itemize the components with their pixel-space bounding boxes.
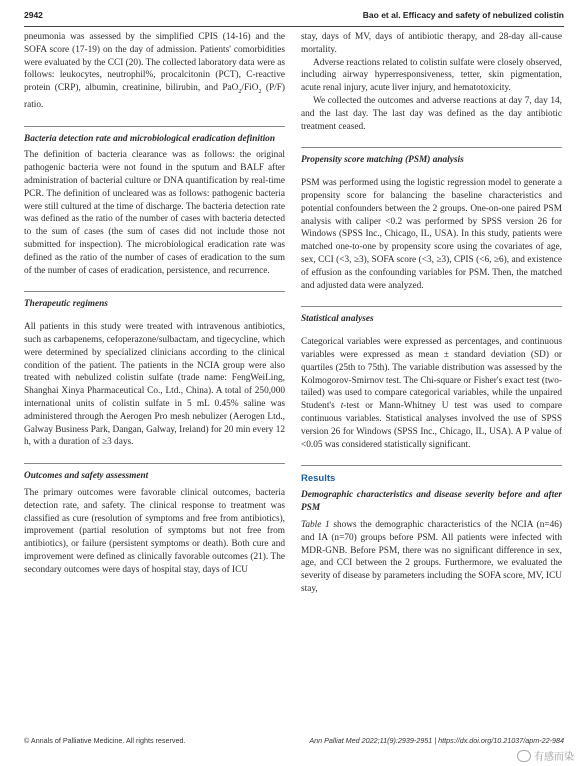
section-heading-psm: Propensity score matching (PSM) analysis bbox=[301, 155, 464, 166]
outcomes-paragraph: The primary outcomes were favorable clinical outcomes, bacteria detection rate, and safety. The clinical response to treatment was classified as cure (resolution of symptoms and free from antibiotics), improvement (partial resolution of symptoms but not free from antibiotics), or failure (persistent symptoms or death). Both cure and improvement were defined as clinically favorable outcomes (21). The secondary outcomes were days of hospital stay, days of ICU bbox=[24, 487, 285, 575]
page-footer bbox=[24, 736, 564, 748]
watermark-text: 有感而染 bbox=[534, 752, 574, 763]
section-rule bbox=[301, 465, 562, 466]
section-heading-statistics: Statistical analyses bbox=[301, 314, 374, 325]
left-column bbox=[24, 31, 285, 577]
intro-paragraph: pneumonia was assessed by the simplified CPIS (14-16) and the SOFA score (17-19) on the day of admission. Patients' comorbidities were evaluated by the CCI (20). The collected laboratory data were as follows: leukocytes, neutrophil%, procalcitonin (PCT), C-reactive protein (CRP), albumin, creatinine, bilirubin, and PaO$_2$/FiO$_2$ (P/F) ratio. bbox=[24, 32, 285, 110]
adverse-paragraph: Adverse reactions related to colistin sulfate were closely observed, including airway hyperresponsiveness, tetter, skin pigmentation, acute renal injury, acute liver injury, and hematotoxicity. bbox=[301, 57, 562, 94]
table-1-reference[interactable]: Table 1 bbox=[301, 519, 330, 530]
watermark bbox=[517, 748, 574, 763]
section-heading-bacteria: Bacteria detection rate and microbiological eradication definition bbox=[24, 133, 276, 144]
section-heading-therapeutic: Therapeutic regimens bbox=[24, 299, 108, 310]
citation-line: Ann Palliat Med 2022;11(9):2939-2951 | https://dx.doi.org/10.21037/apm-22-984 bbox=[309, 736, 564, 745]
statistics-paragraph: Categorical variables were expressed as percentages, and continuous variables were expressed as mean ± standard deviation (SD) or quartiles (25th to 75th). The variable distribution was assessed by the Kolmogorov-Smirnov test. The Chi-square or Fisher's exact test (two-tailed) was used to compare categorical variables, while the unpaired Student's t-test or Mann-Whitney U test was used to compare continuous variables. Statistical analyses involved the use of SPSS version 26 for Windows (SPSS Inc., Chicago, IL, USA). A P value of <0.05 was considered statistically significant. bbox=[301, 337, 562, 450]
header-rule bbox=[24, 26, 564, 27]
section-rule bbox=[301, 306, 562, 307]
section-rule bbox=[24, 463, 285, 464]
psm-paragraph: PSM was performed using the logistic regression model to generate a propensity score for balancing the baseline characteristics and potential confounders between the 2 groups. One-on-one paired PSM analysis with caliper <0.2 was performed by SPSS version 26 for Windows (SPSS Inc., Chicago, IL, USA). In this study, patients were matched one-to-one by propensity score using the covariates of age, sex, CCI (<3, ≥3), SOFA score (<3, ≥3), CPIS (<6, ≥6), and existence of effusion as the confounding variables for PSM. Then, the matched and adjusted data were analyzed. bbox=[301, 178, 562, 291]
section-rule bbox=[24, 291, 285, 292]
page-number: 2942 bbox=[24, 10, 43, 20]
page-header bbox=[24, 10, 564, 24]
right-column bbox=[301, 31, 562, 596]
collected-paragraph: We collected the outcomes and adverse reactions at day 7, day 14, and the last day. The last day was defined as the day antibiotic treatment ceased. bbox=[301, 95, 562, 132]
section-rule bbox=[24, 126, 285, 127]
wechat-icon bbox=[517, 750, 531, 762]
continuation-paragraph: stay, days of MV, days of antibiotic therapy, and 28-day all-cause mortality. bbox=[301, 32, 562, 55]
bacteria-paragraph: The definition of bacteria clearance was as follows: the original pathogenic bacteria were not found in the sputum and BALF after administration of bacterial culture or DNA quantification by real-time PCR. The definition of uncleared was as follows: pathogenic bacteria were still cultured at the time of discharge. The bacteria detection rate was defined as the ratio of the number of cases with bacteria detected to the sum of cases (the sum of cases did not include those not submitted for inspection). The microbiological eradication rate was defined as the ratio of the number of cases of eradication to the sum of the number of cases of eradication, persistence, and recurrence. bbox=[24, 150, 285, 276]
results-heading: Results bbox=[301, 473, 336, 485]
therapeutic-paragraph: All patients in this study were treated with intravenous antibiotics, such as carbapenems, cefoperazone/sulbactam, and tigecycline, which were determined by specialized clinicians according to the clinical condition of the patient. The patients in the NCIA group were also treated with nebulized colistin sulfate (trade name: FengWeiLing, Shanghai Xinya Pharmaceutical Co., Ltd., China). A total of 250,000 international units of colistin sulfate in 5 mL 0.45% saline was administered through the Aerogen Pro mesh nebulizer (Aerogen Ltd., Galway Business Park, Dangan, Galway, Ireland) for 20 min every 12 h, with a duration of ≥3 days. bbox=[24, 322, 285, 448]
running-title: Bao et al. Efficacy and safety of nebulized colistin bbox=[362, 10, 564, 20]
section-heading-outcomes: Outcomes and safety assessment bbox=[24, 471, 149, 482]
section-rule bbox=[301, 147, 562, 148]
section-heading-demographic: Demographic characteristics and disease severity before and after PSM bbox=[301, 490, 562, 514]
copyright-notice: © Annals of Palliative Medicine. All rights reserved. bbox=[24, 736, 186, 745]
demographic-paragraph: Table 1 shows the demographic characteristics of the NCIA (n=46) and IA (n=70) groups before PSM. All patients were infected with MDR-GNB. Before PSM, there was no significant difference in sex, age, and CCI between the 2 groups. Furthermore, we evaluated the severity of disease by parameters including the SOFA score, MV, ICU stay, bbox=[301, 519, 563, 594]
